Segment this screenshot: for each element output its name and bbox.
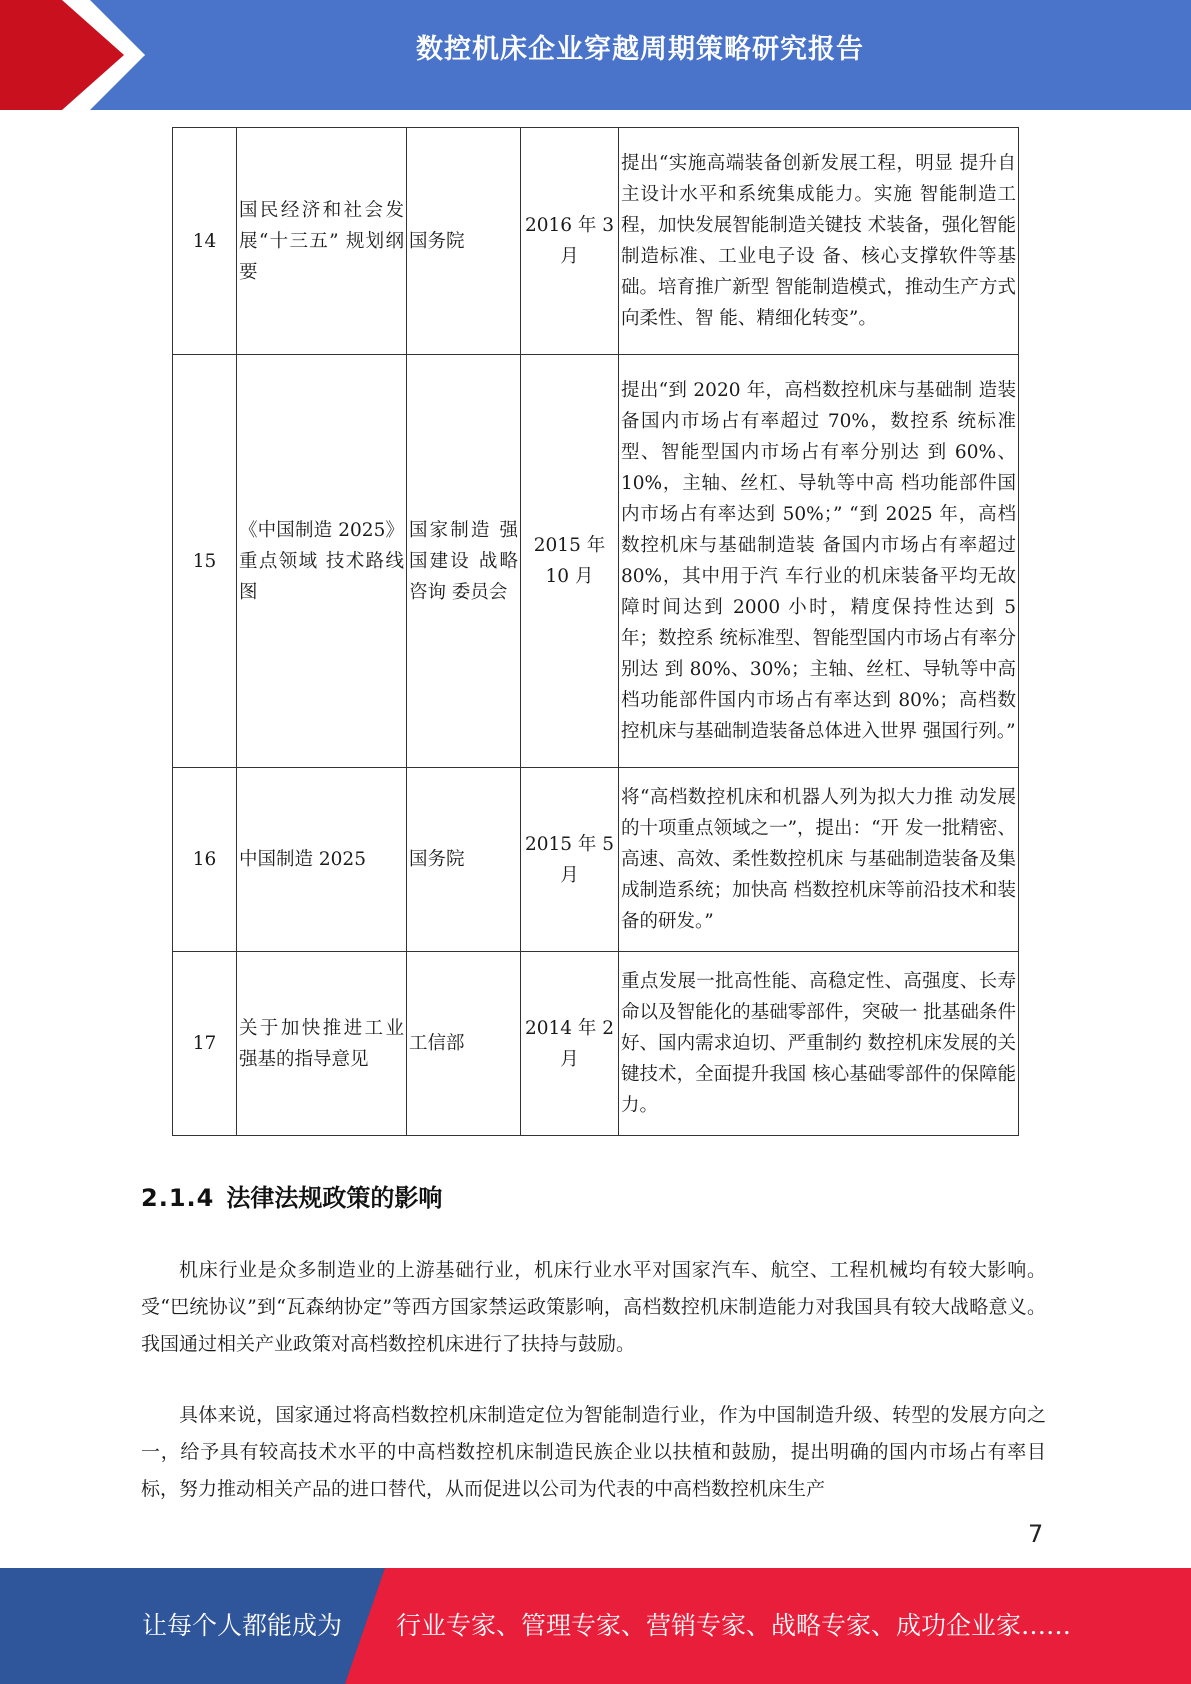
section-heading (141, 1178, 442, 1213)
policy-content: 提出“实施高端装备创新发展工程，明显 提升自主设计水平和系统集成能力。实施 智能制造工程，加快发展智能制造关键技 术装备，强化智能制造标准、工业电子设 备、核心支撑软件等基础。培育推广新型 智能制造模式，推动生产方式向柔性、智 能、精细化转变”。 (619, 128, 1019, 355)
table-row (173, 768, 1019, 952)
table-row (173, 128, 1019, 355)
policy-table (172, 127, 1019, 1136)
row-number: 17 (173, 952, 237, 1136)
policy-name: 关于加快推进工业强基的指导意见 (237, 952, 407, 1136)
issuing-body: 国家制造 强国建设 战略咨询 委员会 (407, 355, 521, 768)
table-row (173, 952, 1019, 1136)
policy-content: 将“高档数控机床和机器人列为拟大力推 动发展的十项重点领域之一”，提出：“开 发一批精密、高速、高效、柔性数控机床 与基础制造装备及集成制造系统；加快高 档数控机床等前沿技术和装备的研发。” (619, 768, 1019, 952)
policy-name: 中国制造 2025 (237, 768, 407, 952)
policy-name: 《中国制造 2025》重点领域 技术路线图 (237, 355, 407, 768)
issue-date: 2014 年 2 月 (521, 952, 619, 1136)
issuing-body: 国务院 (407, 768, 521, 952)
page-footer (0, 1568, 1191, 1684)
page-header (0, 0, 1191, 110)
issuing-body: 国务院 (407, 128, 521, 355)
policy-name: 国民经济和社会发展“十三五” 规划纲要 (237, 128, 407, 355)
body-paragraph: 具体来说，国家通过将高档数控机床制造定位为智能制造行业，作为中国制造升级、转型的发展方向之一，给予具有较高技术水平的中高档数控机床制造民族企业以扶植和鼓励，提出明确的国内市场占有率目标，努力推动相关产品的进口替代，从而促进以公司为代表的中高档数控机床生产 (141, 1404, 1046, 1500)
issue-date: 2015 年 10 月 (521, 355, 619, 768)
row-number: 14 (173, 128, 237, 355)
issuing-body: 工信部 (407, 952, 521, 1136)
policy-content: 重点发展一批高性能、高稳定性、高强度、长寿命以及智能化的基础零部件，突破一 批基础条件好、国内需求迫切、严重制约 数控机床发展的关键技术，全面提升我国 核心基础零部件的保障能力。 (619, 952, 1019, 1136)
issue-date: 2015 年 5 月 (521, 768, 619, 952)
table-row (173, 355, 1019, 768)
body-paragraph: 机床行业是众多制造业的上游基础行业，机床行业水平对国家汽车、航空、工程机械均有较大影响。受“巴统协议”到“瓦森纳协定”等西方国家禁运政策影响，高档数控机床制造能力对我国具有较大战略意义。我国通过相关产业政策对高档数控机床进行了扶持与鼓励。 (141, 1259, 1046, 1355)
issue-date: 2016 年 3 月 (521, 128, 619, 355)
policy-content: 提出“到 2020 年，高档数控机床与基础制 造装备国内市场占有率超过 70%，数控系 统标准型、智能型国内市场占有率分别达 到 60%、10%，主轴、丝杠、导轨等中高 档功能部件国内市场占有率达到 50%；” “到 2025 年，高档数控机床与基础制造装 备国内市场占有率超过 80%，其中用于汽 车行业的机床装备平均无故障时间达到 2000 小时，精度保持性达到 5 年；数控系 统标准型、智能型国内市场占有率分别达 到 80%、30%；主轴、丝杠、导轨等中高 档功能部件国内市场占有率达到 80%；高档数控机床与基础制造装备总体进入世界 强国行列。” (619, 355, 1019, 768)
footer-slogan-right: 行业专家、管理专家、营销专家、战略专家、成功企业家…… (396, 1611, 1072, 1640)
footer-slogan-left: 让每个人都能成为 (142, 1611, 343, 1640)
row-number: 15 (173, 355, 237, 768)
report-title: 数控机床企业穿越周期策略研究报告 (416, 34, 864, 65)
section-number: 2.1.4 (141, 1184, 215, 1212)
row-number: 16 (173, 768, 237, 952)
page-number: 7 (1028, 1520, 1044, 1548)
section-title: 法律法规政策的影响 (226, 1184, 443, 1212)
